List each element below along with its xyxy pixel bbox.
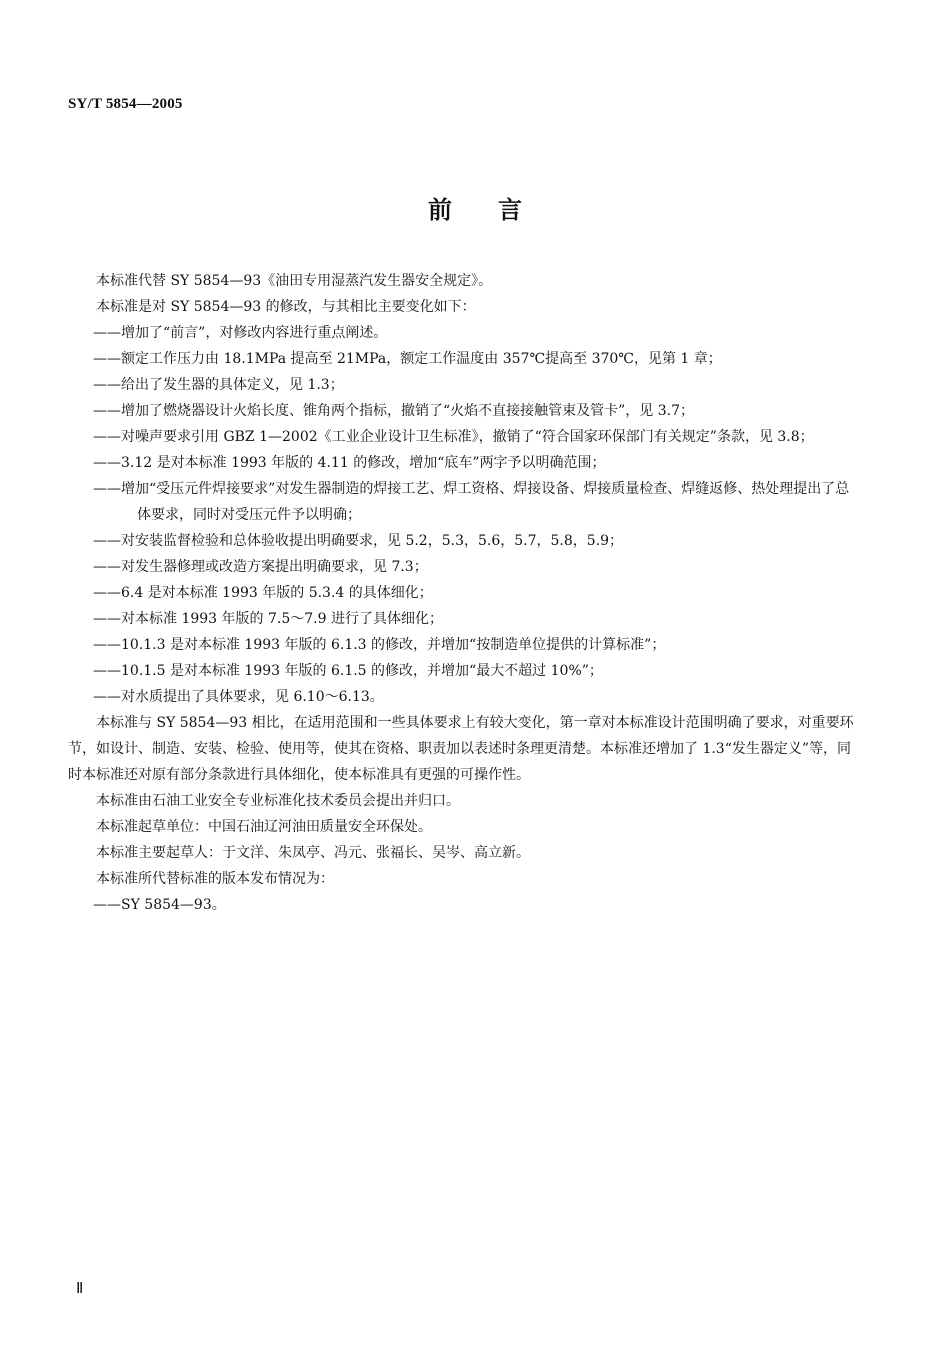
- page-number: Ⅱ: [76, 1281, 84, 1297]
- paragraph-drafters: 本标准主要起草人：于文洋、朱凤亭、冯元、张福长、吴岑、高立新。: [96, 845, 530, 861]
- list-item: ——对水质提出了具体要求，见 6.10～6.13。: [93, 689, 384, 705]
- paragraph-drafting-unit: 本标准起草单位：中国石油辽河油田质量安全环保处。: [96, 819, 432, 835]
- list-item: ——额定工作压力由 18.1MPa 提高至 21MPa，额定工作温度由 357℃提高至 370℃，见第 1 章；: [93, 351, 722, 367]
- list-item: ——10.1.5 是对本标准 1993 年版的 6.1.5 的修改，并增加“最大不超过 10%”；: [93, 663, 603, 679]
- title-char-1: 前: [428, 196, 452, 224]
- paragraph-proposer: 本标准由石油工业安全专业标准化技术委员会提出并归口。: [96, 793, 460, 809]
- foreword-body: [68, 268, 858, 918]
- list-item: ——对噪声要求引用 GBZ 1—2002《工业企业设计卫生标准》，撤销了“符合国家环保部门有关规定”条款，见 3.8；: [93, 429, 814, 445]
- list-item: ——增加了“前言”，对修改内容进行重点阐述。: [93, 325, 388, 341]
- title-char-2: 言: [498, 196, 522, 224]
- list-item: ——给出了发生器的具体定义，见 1.3；: [93, 377, 344, 393]
- list-item: ——对安装监督检验和总体验收提出明确要求，见 5.2，5.3，5.6，5.7，5.8，5.9；: [93, 533, 624, 549]
- list-item: ——对发生器修理或改造方案提出明确要求，见 7.3；: [93, 559, 428, 575]
- page-title: [0, 190, 950, 225]
- list-item: ——增加了燃烧器设计火焰长度、锥角两个指标，撤销了“火焰不直接接触管束及管卡”，见 3.7；: [93, 403, 695, 419]
- list-item: ——10.1.3 是对本标准 1993 年版的 6.1.3 的修改，并增加“按制造单位提供的计算标准”；: [93, 637, 666, 653]
- paragraph-replaces: 本标准代替 SY 5854—93《油田专用湿蒸汽发生器安全规定》。: [96, 273, 493, 289]
- paragraph-changes-intro: 本标准是对 SY 5854—93 的修改，与其相比主要变化如下：: [96, 299, 476, 315]
- list-item: ——对本标准 1993 年版的 7.5～7.9 进行了具体细化；: [93, 611, 443, 627]
- standard-code-header: SY/T 5854—2005: [68, 96, 183, 112]
- list-item: ——增加“受压元件焊接要求”对发生器制造的焊接工艺、焊工资格、焊接设备、焊接质量检查、焊缝返修、热处理提出了总体要求，同时对受压元件予以明确；: [93, 481, 850, 523]
- list-item-history: ——SY 5854—93。: [93, 897, 226, 913]
- list-item: ——3.12 是对本标准 1993 年版的 4.11 的修改，增加“底车”两字予以明确范围；: [93, 455, 606, 471]
- paragraph-comparison: 本标准与 SY 5854—93 相比，在适用范围和一些具体要求上有较大变化，第一章对本标准设计范围明确了要求，对重要环节，如设计、制造、安装、检验、使用等，使其在资格、职责加以表述时条理更清楚。本标准还增加了 1.3“发生器定义”等，同时本标准还对原有部分条款进行具体细化，使本标准具有更强的可操作性。: [68, 715, 854, 783]
- list-item: ——6.4 是对本标准 1993 年版的 5.3.4 的具体细化；: [93, 585, 433, 601]
- paragraph-history-intro: 本标准所代替标准的版本发布情况为：: [96, 871, 334, 887]
